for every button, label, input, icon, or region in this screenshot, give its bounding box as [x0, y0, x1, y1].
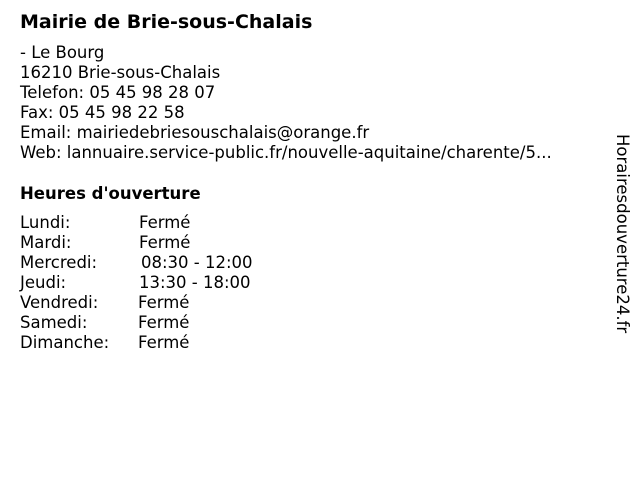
opening-hours-heading: Heures d'ouverture — [20, 184, 201, 203]
day-hours: 13:30 - 18:00 — [139, 273, 251, 292]
day-label: Vendredi: — [20, 293, 99, 312]
day-label: Mercredi: — [20, 253, 98, 272]
hours-row-monday — [20, 213, 320, 233]
contact-block — [20, 43, 552, 163]
hours-row-sunday — [20, 333, 320, 353]
address-street: - Le Bourg — [20, 43, 105, 62]
opening-hours-table — [20, 213, 320, 353]
day-hours: Fermé — [139, 213, 191, 232]
day-label: Mardi: — [20, 233, 72, 252]
day-hours: Fermé — [139, 233, 191, 252]
day-hours: 08:30 - 12:00 — [141, 253, 253, 272]
hours-row-friday — [20, 293, 320, 313]
day-label: Lundi: — [20, 213, 71, 232]
hours-row-saturday — [20, 313, 320, 333]
day-hours: Fermé — [138, 293, 190, 312]
hours-row-thursday — [20, 273, 320, 293]
phone-number: Telefon: 05 45 98 28 07 — [20, 83, 216, 102]
day-label: Samedi: — [20, 313, 88, 332]
hours-row-tuesday — [20, 233, 320, 253]
day-hours: Fermé — [138, 313, 190, 332]
day-label: Jeudi: — [20, 273, 67, 292]
day-label: Dimanche: — [20, 333, 110, 352]
day-hours: Fermé — [138, 333, 190, 352]
site-watermark: Horairesdouverture24.fr — [613, 134, 632, 334]
website-url: Web: lannuaire.service-public.fr/nouvelle-aquitaine/charente/5... — [20, 143, 552, 162]
address-city: 16210 Brie-sous-Chalais — [20, 63, 221, 82]
hours-row-wednesday — [20, 253, 320, 273]
page-title: Mairie de Brie-sous-Chalais — [20, 11, 313, 33]
email-address: Email: mairiedebriesouschalais@orange.fr — [20, 123, 370, 142]
fax-number: Fax: 05 45 98 22 58 — [20, 103, 185, 122]
